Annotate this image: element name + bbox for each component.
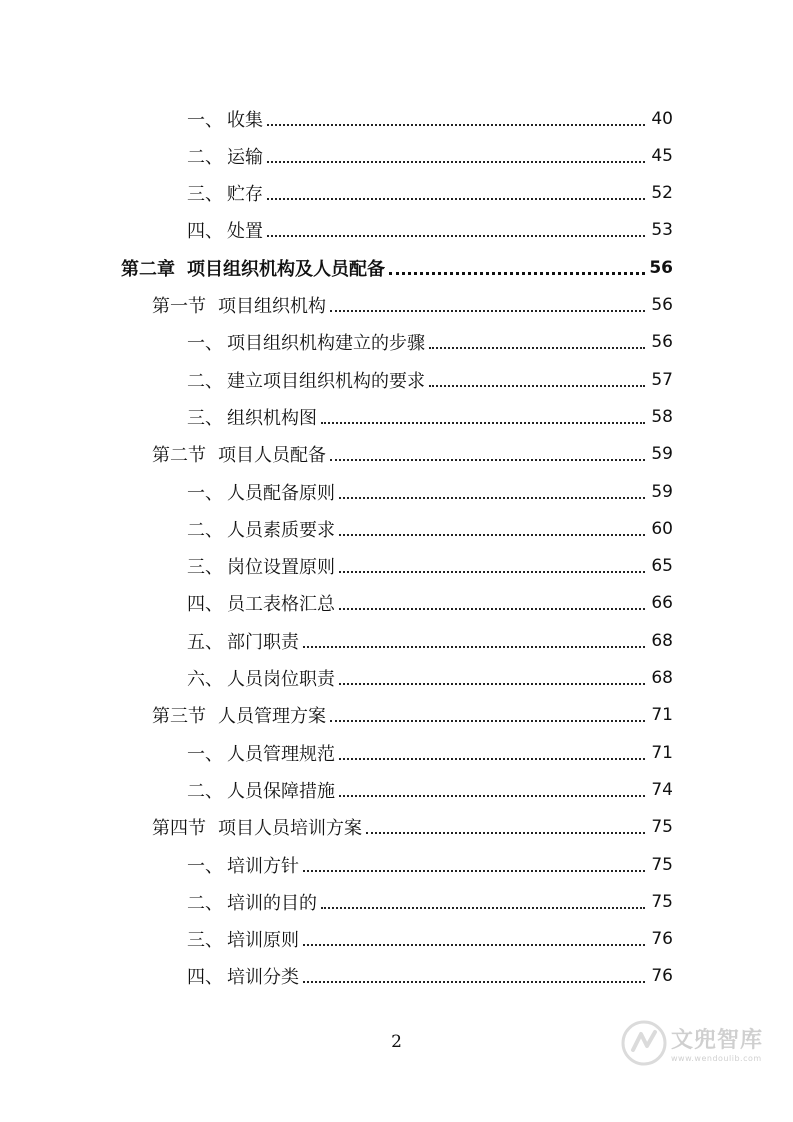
toc-entry-title: 部门职责 [227, 631, 299, 653]
toc-dot-leader [267, 198, 645, 200]
toc-entry-number: 第二章 [121, 258, 175, 280]
toc-entry-page: 52 [651, 183, 673, 204]
toc-entry[interactable] [187, 548, 673, 585]
toc-entry-page: 71 [651, 705, 673, 726]
toc-entry[interactable] [187, 585, 673, 622]
watermark-logo-icon [621, 1020, 667, 1066]
toc-dot-leader [339, 683, 645, 685]
toc-entry-title: 员工表格汇总 [227, 594, 335, 616]
toc-entry[interactable] [187, 361, 673, 398]
toc-entry-number: 第三节 [152, 706, 206, 728]
toc-entry[interactable] [152, 287, 673, 324]
toc-entry-page: 68 [651, 668, 673, 688]
toc-dot-leader [429, 385, 645, 387]
toc-entry-page: 76 [651, 966, 673, 987]
toc-entry-title: 运输 [227, 146, 263, 168]
toc-entry[interactable] [187, 660, 673, 697]
toc-entry[interactable] [187, 473, 673, 510]
toc-dot-leader [267, 235, 645, 237]
toc-entry-title: 岗位设置原则 [227, 557, 335, 579]
toc-entry-number: 三、 [187, 407, 223, 429]
toc-entry-number: 第四节 [152, 818, 206, 840]
toc-entry-page: 75 [651, 854, 673, 875]
toc-entry-title: 项目组织机构 [218, 296, 326, 317]
toc-entry-page: 45 [651, 145, 673, 166]
toc-entry[interactable] [187, 100, 673, 137]
toc-entry-number: 二、 [187, 892, 223, 914]
toc-entry[interactable] [187, 175, 673, 212]
toc-dot-leader [267, 161, 645, 163]
toc-entry[interactable] [187, 883, 673, 920]
toc-entry-title: 项目人员配备 [218, 445, 326, 467]
toc-entry[interactable] [187, 510, 673, 547]
toc-entry-page: 56 [651, 332, 673, 353]
toc-entry-title: 人员管理方案 [218, 706, 326, 728]
toc-entry-title: 人员配备原则 [227, 482, 335, 504]
toc-entry-title: 项目组织机构及人员配备 [187, 258, 385, 280]
toc-entry[interactable] [187, 137, 673, 174]
toc-entry-title: 项目人员培训方案 [218, 818, 362, 840]
watermark [621, 1020, 763, 1066]
toc-entry-page: 57 [651, 369, 673, 390]
toc-entry-number: 二、 [187, 146, 223, 168]
toc-entry[interactable] [121, 249, 673, 286]
toc-entry-page: 58 [651, 406, 673, 427]
toc-entry-number: 二、 [187, 519, 223, 541]
toc-entry-page: 53 [651, 220, 673, 241]
toc-entry-number: 一、 [187, 482, 223, 504]
toc-entry-title: 培训方针 [227, 855, 299, 877]
toc-entry-page: 74 [651, 779, 673, 800]
toc-entry-number: 二、 [187, 370, 223, 392]
toc-entry-title: 人员素质要求 [227, 519, 335, 541]
toc-entry-page: 75 [651, 817, 673, 838]
toc-entry-number: 四、 [187, 221, 223, 243]
toc-entry[interactable] [187, 846, 673, 883]
toc-entry-page: 60 [651, 518, 673, 539]
toc-dot-leader [303, 870, 645, 872]
toc-entry-number: 一、 [187, 743, 223, 765]
toc-entry-number: 三、 [187, 557, 223, 579]
toc-entry-title: 收集 [227, 109, 263, 131]
toc-entry-page: 71 [651, 742, 673, 763]
watermark-subtitle: www.wendoulib.com [670, 1054, 762, 1063]
toc-dot-leader [303, 646, 645, 648]
toc-entry-title: 人员岗位职责 [227, 669, 335, 690]
toc-entry-page: 75 [651, 891, 673, 912]
toc-entry[interactable] [187, 622, 673, 659]
toc-entry-title: 贮存 [227, 184, 263, 206]
page-number: 2 [391, 1032, 402, 1052]
toc-entry-title: 人员保障措施 [227, 780, 335, 802]
toc-entry[interactable] [187, 921, 673, 958]
toc-entry-page: 59 [651, 481, 673, 502]
toc-entry-title: 建立项目组织机构的要求 [227, 370, 425, 392]
toc-dot-leader [339, 571, 645, 573]
toc-entry[interactable] [152, 436, 673, 473]
toc-entry-number: 四、 [187, 594, 223, 616]
toc-entry-number: 三、 [187, 184, 223, 206]
toc-entry-page: 65 [651, 556, 673, 577]
toc-entry-page: 56 [649, 257, 673, 278]
toc-entry[interactable] [152, 697, 673, 734]
toc-entry-title: 处置 [227, 221, 263, 243]
toc-dot-leader [389, 272, 645, 275]
toc-dot-leader [339, 795, 645, 797]
toc-entry[interactable] [187, 212, 673, 249]
toc-dot-leader [267, 124, 645, 126]
toc-dot-leader [303, 944, 645, 946]
toc-dot-leader [366, 832, 645, 834]
toc-entry-title: 培训分类 [227, 967, 299, 989]
toc-entry-number: 一、 [187, 109, 223, 131]
toc-dot-leader [339, 497, 645, 499]
toc-dot-leader [330, 459, 645, 461]
toc-entry-title: 人员管理规范 [227, 743, 335, 765]
toc-dot-leader [339, 758, 645, 760]
toc-entry-number: 一、 [187, 333, 223, 355]
toc-dot-leader [303, 981, 645, 983]
toc-entry-title: 培训原则 [227, 930, 299, 952]
toc-entry-page: 56 [651, 295, 673, 315]
toc-entry-number: 六、 [187, 669, 223, 690]
toc-entry[interactable] [187, 958, 673, 995]
toc-entry-title: 培训的目的 [227, 892, 317, 914]
toc-entry-number: 一、 [187, 855, 223, 877]
toc-entry-number: 五、 [187, 631, 223, 653]
toc-entry-number: 三、 [187, 930, 223, 952]
toc-entry-page: 76 [651, 929, 673, 950]
toc-entry-number: 二、 [187, 780, 223, 802]
toc-entry-title: 项目组织机构建立的步骤 [227, 333, 425, 355]
toc-entry-page: 59 [651, 444, 673, 465]
toc-entry[interactable] [187, 324, 673, 361]
toc-entry-page: 68 [651, 630, 673, 651]
toc-entry[interactable] [152, 809, 673, 846]
toc-entry-number: 第一节 [152, 296, 206, 317]
toc-entry-page: 66 [651, 593, 673, 614]
toc-dot-leader [339, 534, 645, 536]
toc-dot-leader [429, 347, 645, 349]
toc-entry[interactable] [187, 398, 673, 435]
toc-entry[interactable] [187, 734, 673, 771]
toc-dot-leader [330, 310, 645, 312]
toc-dot-leader [330, 720, 645, 722]
toc-entry-title: 组织机构图 [227, 407, 317, 429]
toc-dot-leader [339, 608, 645, 610]
toc-entry[interactable] [187, 771, 673, 808]
toc-entry-page: 40 [651, 108, 673, 129]
toc-entry-number: 第二节 [152, 445, 206, 467]
watermark-title: 文兜智库 [670, 1028, 763, 1053]
toc-entry-number: 四、 [187, 967, 223, 989]
toc-dot-leader [321, 907, 645, 909]
toc-dot-leader [321, 422, 645, 424]
